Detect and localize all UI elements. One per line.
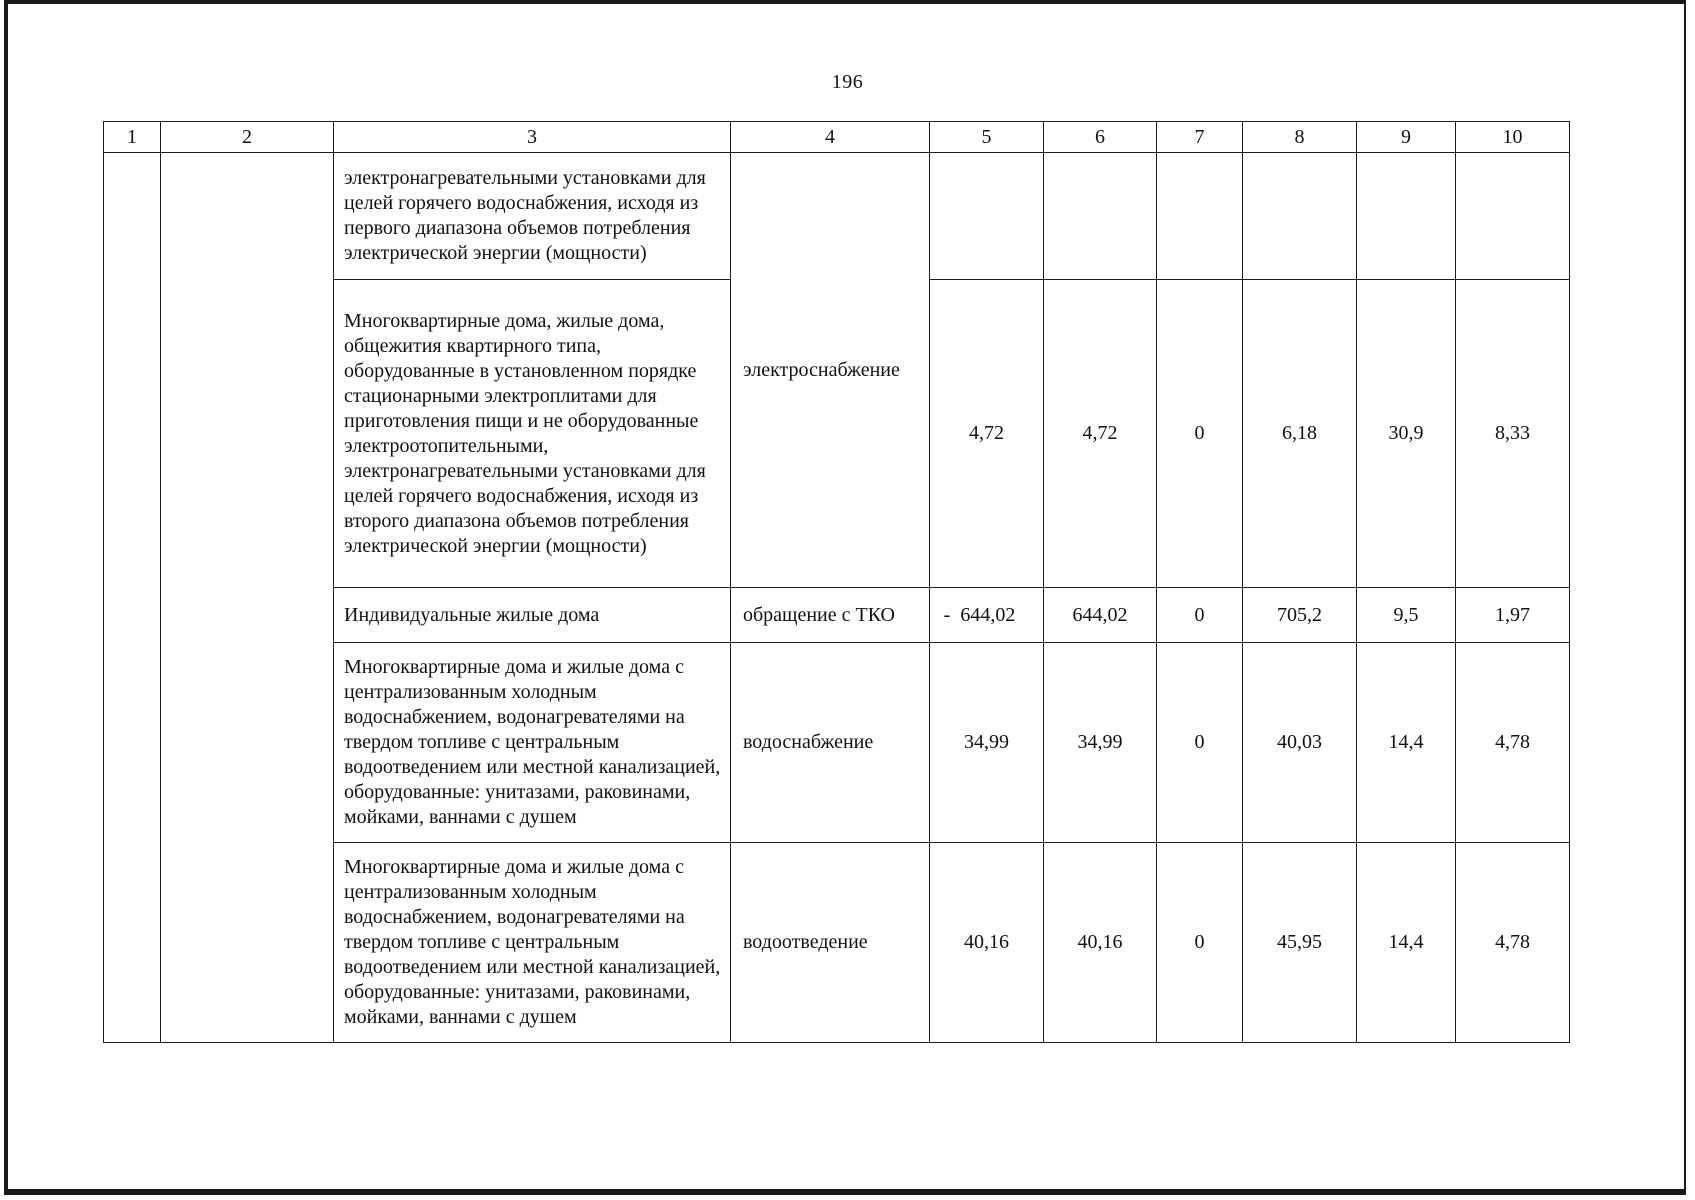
header-cell-4: 4 xyxy=(731,122,930,153)
column-1-cell xyxy=(104,153,161,1043)
value-col-6: 40,16 xyxy=(1044,843,1157,1043)
header-cell-9: 9 xyxy=(1357,122,1456,153)
value-col-8 xyxy=(1243,153,1357,280)
value-col-5 xyxy=(930,588,1044,643)
value-col-10: 4,78 xyxy=(1456,643,1570,843)
value-col-6: 34,99 xyxy=(1044,643,1157,843)
header-cell-10: 10 xyxy=(1456,122,1570,153)
value-col-5: 40,16 xyxy=(930,843,1044,1043)
row-service: водоотведение xyxy=(731,843,930,1043)
row-service: электроснабжение xyxy=(731,153,930,588)
value-col-9: 14,4 xyxy=(1357,843,1456,1043)
row-description: Многоквартирные дома и жилые дома с централизованным холодным водоснабжением, водонагревателями на твердом топливе с центральным водоотведением или местной канализацией, оборудованные: унитазами, раковинами, мойками, ваннами с душем xyxy=(334,843,731,1043)
value-col-6: 644,02 xyxy=(1044,588,1157,643)
value-col-5 xyxy=(930,153,1044,280)
value-col-5: 4,72 xyxy=(930,280,1044,588)
value-col-9: 14,4 xyxy=(1357,643,1456,843)
scan-right-edge xyxy=(1684,0,1686,1195)
value-col-7: 0 xyxy=(1157,280,1243,588)
header-row xyxy=(104,122,1570,153)
row-description: Многоквартирные дома и жилые дома с централизованным холодным водоснабжением, водонагревателями на твердом топливе с центральным водоотведением или местной канализацией, оборудованные: унитазами, раковинами, мойками, ваннами с душем xyxy=(334,643,731,843)
value-col-8: 40,03 xyxy=(1243,643,1357,843)
tariff-table xyxy=(103,121,1570,1043)
header-cell-6: 6 xyxy=(1044,122,1157,153)
header-cell-5: 5 xyxy=(930,122,1044,153)
value-col-10: 8,33 xyxy=(1456,280,1570,588)
header-cell-8: 8 xyxy=(1243,122,1357,153)
header-cell-3: 3 xyxy=(334,122,731,153)
value-col-9: 9,5 xyxy=(1357,588,1456,643)
value-col-10: 4,78 xyxy=(1456,843,1570,1043)
column-2-cell xyxy=(161,153,334,1043)
header-cell-2: 2 xyxy=(161,122,334,153)
page-number: 196 xyxy=(831,71,864,93)
row-service: водоснабжение xyxy=(731,643,930,843)
value-col-7 xyxy=(1157,153,1243,280)
row-description: Многоквартирные дома, жилые дома, общежития квартирного типа, оборудованные в установленном порядке стационарными электроплитами для приготовления пищи и не оборудованные электроотопительными, электронагревательными установками для целей горячего водоснабжения, исходя из второго диапазона объемов потребления электрической энергии (мощности) xyxy=(334,280,731,588)
table-row xyxy=(104,153,1570,280)
value-col-6 xyxy=(1044,153,1157,280)
header-cell-1: 1 xyxy=(104,122,161,153)
value-col-6: 4,72 xyxy=(1044,280,1157,588)
value-col-7: 0 xyxy=(1157,643,1243,843)
value-col-8: 705,2 xyxy=(1243,588,1357,643)
value-col-9 xyxy=(1357,153,1456,280)
value-col-5-text: 644,02 xyxy=(960,603,1016,626)
header-cell-7: 7 xyxy=(1157,122,1243,153)
value-col-8: 6,18 xyxy=(1243,280,1357,588)
value-col-7: 0 xyxy=(1157,588,1243,643)
row-service: обращение с ТКО xyxy=(731,588,930,643)
value-col-5: 34,99 xyxy=(930,643,1044,843)
row-description: электронагревательными установками для целей горячего водоснабжения, исходя из первого диапазона объемов потребления электрической энергии (мощности) xyxy=(334,153,731,280)
value-col-10: 1,97 xyxy=(1456,588,1570,643)
value-col-7: 0 xyxy=(1157,843,1243,1043)
value-col-8: 45,95 xyxy=(1243,843,1357,1043)
value-col-9: 30,9 xyxy=(1357,280,1456,588)
row-description: Индивидуальные жилые дома xyxy=(334,588,731,643)
stray-mark: - xyxy=(943,603,951,626)
value-col-10 xyxy=(1456,153,1570,280)
